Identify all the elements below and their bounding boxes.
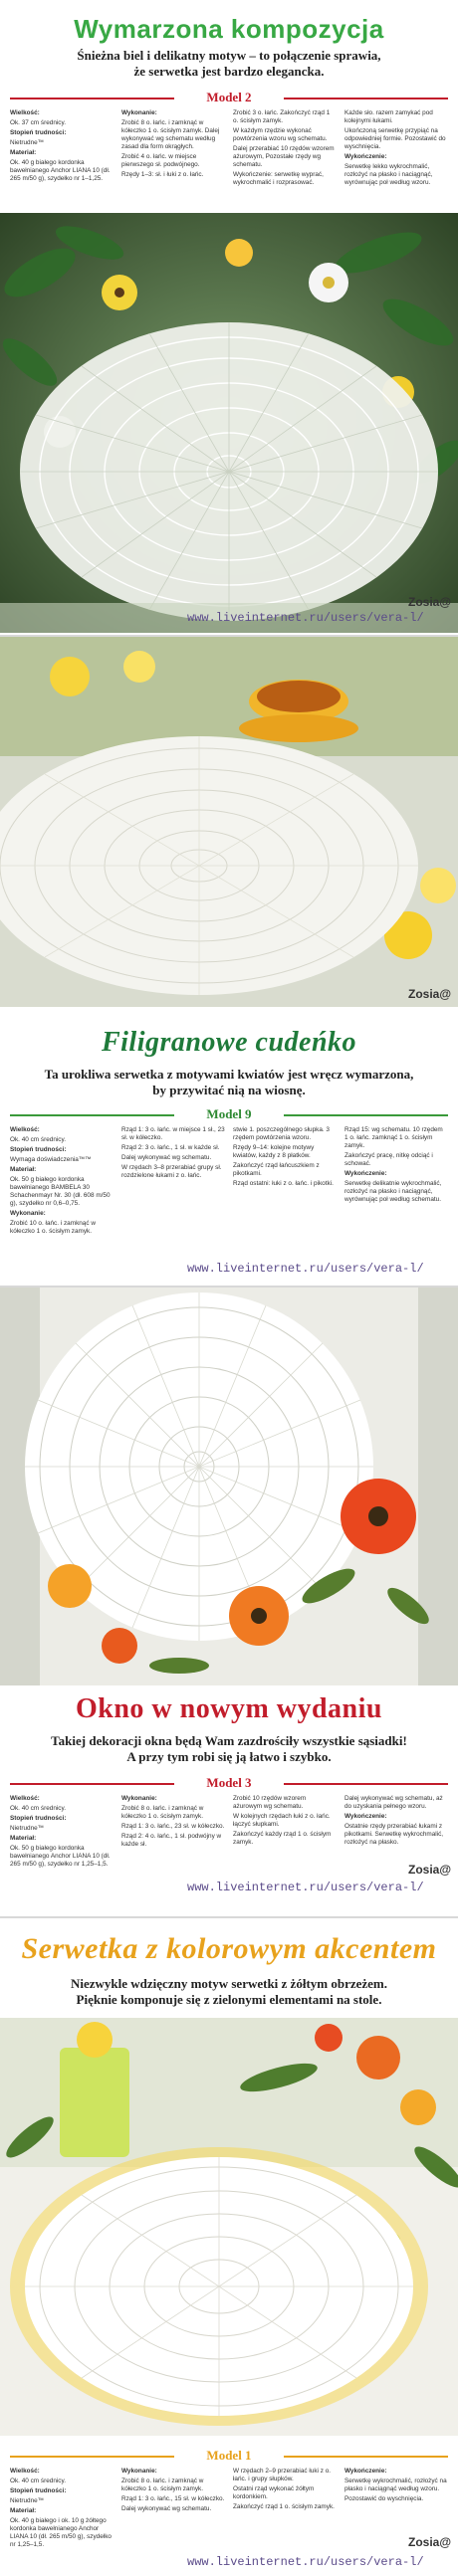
section-3-subtitle [20,1733,438,1765]
column-1: Wielkość: Ok. 40 cm średnicy. Stopień trudności: Nietrudne™ Materiał: Ok. 40 g białego i ok. 10 g żółtego kordonka bawełnianego Anchor LIANA 10 (dł. 265 m/50 g), szydełko nr 1,25–1,5. [10,2468,112,2548]
subtitle-line: że serwetka jest bardzo elegancka. [133,64,325,79]
doily-photo-1 [0,213,458,633]
instruction-columns [10,2468,448,2557]
watermark: www.liveinternet.ru/users/vera-l/ [187,1881,424,1894]
subtitle-line: Śnieżna biel i delikatny motyw – to połączenie sprawia, [77,48,381,63]
instruction-columns [10,1795,448,1884]
subtitle-line: Ta urokliwa serwetka z motywami kwiatów jest wręcz wymarzona, [44,1067,414,1082]
model-label: Model 9 [179,1106,279,1122]
section-4 [0,1918,458,2576]
section-1-title: Wymarzona kompozycja [74,14,384,44]
column-3: Zrobić 3 o. łańc. Zakończyć rząd 1 o. ścisłym zamyk. W każdym rzędzie wykonać powtórzenia wzoru wg schematu. Dalej przerabiać 10 rzędów wzorem ażurowym, Pozostałe rzędy wg schematu. Wykończenie: serwetkę wyprać, wykrochmalić i rozprasować. [233,109,335,186]
signature: Zosia@ [408,987,452,1001]
watermark: www.liveinternet.ru/users/vera-l/ [187,611,424,625]
model-label: Model 1 [179,2448,279,2464]
model-label: Model 3 [179,1775,279,1791]
column-4: Każde sło. razem zamykać pod kolejnymi łukami. Ukończoną serwetkę przypiąć na odpowiedniej formie. Pozostawić do wyschnięcia. Wykończenie: Serwetkę lekko wykrochmalić, rozłożyć na płasko i naciągnąć, wyrównując poł według wzoru. [344,109,446,186]
subtitle-line: A przy tym robi się ją łatwo i szybko. [126,1749,332,1764]
column-4: Wykończenie: Serwetkę wykrochmalić, rozłożyć na płasko i naciągnąć według wzoru. Pozostawić do wyschnięcia. [344,2468,447,2502]
instruction-columns [10,1126,448,1276]
section-4-subtitle [20,1976,438,2008]
watermark: www.liveinternet.ru/users/vera-l/ [187,2555,424,2569]
watermark: www.liveinternet.ru/users/vera-l/ [187,1262,424,1276]
column-3: stwie 1. poszczególnego słupka. 3 rzędem powtórzenia wzoru. Rzędy 9–14: kolejne motywy kwiatów, każdy z 8 płatków. Zakończyć rząd łańcuszkiem z pikotkami. Rząd ostatni: łuki z o. łańc. i pikotki. [233,1126,334,1187]
section-2-title: Filigranowe cudeńko [101,1027,357,1058]
doily-photo-3 [0,1288,458,1685]
model-label: Model 2 [179,90,279,105]
column-2: Rząd 1: 3 o. łańc. w miejsce 1 sł., 23 sł. w kółeczko. Rząd 2: 3 o. łańc., 1 sł. w każde sł. Dalej wykonywać wg schematu. W rzędach 3–8 przerabiać grupy sł. rozdzielone łukami z o. łańc. [121,1126,225,1179]
subtitle-line: Niezwykle wdzięczny motyw serwetki z żółtym obrzeżem. [70,1976,388,1991]
section-3 [0,1288,458,1914]
model-bar [10,2450,448,2464]
instruction-columns [10,109,448,209]
section-4-title: Serwetka z kolorowym akcentem [21,1932,437,1965]
section-1 [0,0,458,633]
section-1-subtitle [20,48,438,80]
column-1: Wielkość: Ok. 40 cm średnicy. Stopień trudności: Wymaga doświadczenia™™ Materiał: Ok. 50 g białego kordonka bawełnianego BAMBELA 30 Schachenmayr Nr. 30 (dł. 608 m/50 g), szydełko nr 0,6–0,75. Wykonanie: Zrobić 10 o. łańc. i zamknąć w kółeczko 1 o. ścisłym zamyk. [10,1126,111,1235]
section-2-subtitle [20,1067,438,1098]
section-3-title: Okno w nowym wydaniu [76,1693,382,1724]
subtitle-line: Takiej dekoracji okna będą Wam zazdrościły wszystkie sąsiadki! [51,1733,407,1748]
signature: Zosia@ [408,1863,452,1877]
column-2: Wykonanie: Zrobić 8 o. łańc. i zamknąć w kółeczko 1 o. ścisłym zamyk. Rząd 1: 3 o. łańc., 15 sł. w kółeczko. Dalej wykonywać wg schematu. [121,2468,225,2512]
column-1: Wielkość: Ok. 37 cm średnicy. Stopień trudności: Nietrudne™ Materiał: Ok. 40 g białego kordonka bawełnianego Anchor LIANA 10 (dł. 265 m/50 g), szydełko nr 1–1,25. [10,109,111,182]
subtitle-line: Pięknie komponuje się z zielonymi elementami na stole. [76,1992,382,2007]
column-2: Wykonanie: Zrobić 8 o. łańc. i zamknąć w kółeczko 1 o. ścisłym zamyk. Dalej wykonywać wg schematu według zasad dla form okrągłych. Zrobić 4 o. łańc. w miejsce pierwszego sł. podwójnego. Rzędy 1–3: sł. i łuki z o. łańc. [121,109,220,178]
column-4: Dalej wykonywać wg schematu, aż do uzyskania pełnego wzoru. Wykończenie: Ostatnie rzędy przerabiać łukami z pikotkami. Serwetkę wykrochmalić, rozłożyć na płasko. [344,1795,444,1846]
subtitle-line: by przywitać nią na wiosnę. [152,1083,306,1097]
section-2 [0,637,458,1284]
signature: Zosia@ [408,2535,452,2549]
doily-photo-4 [0,2018,458,2436]
signature: Zosia@ [408,595,452,609]
model-bar [10,1777,448,1791]
column-2: Wykonanie: Zrobić 8 o. łańc. i zamknąć w kółeczko 1 o. ścisłym zamyk. Rząd 1: 3 o. łańc., 23 sł. w kółeczko. Rząd 2: 4 o. łańc., 1 sł. podwójny w każde sł. [121,1795,225,1848]
column-3: W rzędach 2–9 przerabiać łuki z o. łańc. i grupy słupków. Ostatni rząd wykonać żółtym kordonkiem. Zakończyć rząd 1 o. ścisłym zamyk. [233,2468,335,2510]
column-1: Wielkość: Ok. 40 cm średnicy. Stopień trudności: Nietrudne™ Materiał: Ok. 50 g białego kordonka bawełnianego Anchor LIANA 10 (dł. 265 m/50 g), szydełko nr 1,25–1,5. [10,1795,111,1868]
column-4: Rząd 15: wg schematu. 10 rzędem 1 o. łańc. zamknąć 1 o. ścisłym zamyk. Zakończyć pracę, nitkę odciąć i schować. Wykończenie: Serwetkę delikatnie wykrochmalić, rozłożyć na płasko i naciągnąć, wyrównując poł według schematu. [344,1126,443,1203]
model-bar [10,92,448,105]
doily-photo-2 [0,637,458,1007]
model-bar [10,1108,448,1122]
column-3: Zrobić 10 rzędów wzorem ażurowym wg schematu. W kolejnych rzędach łuki z o. łańc. łączyć słupkami. Zakończyć każdy rząd 1 o. ścisłym zamyk. [233,1795,332,1846]
